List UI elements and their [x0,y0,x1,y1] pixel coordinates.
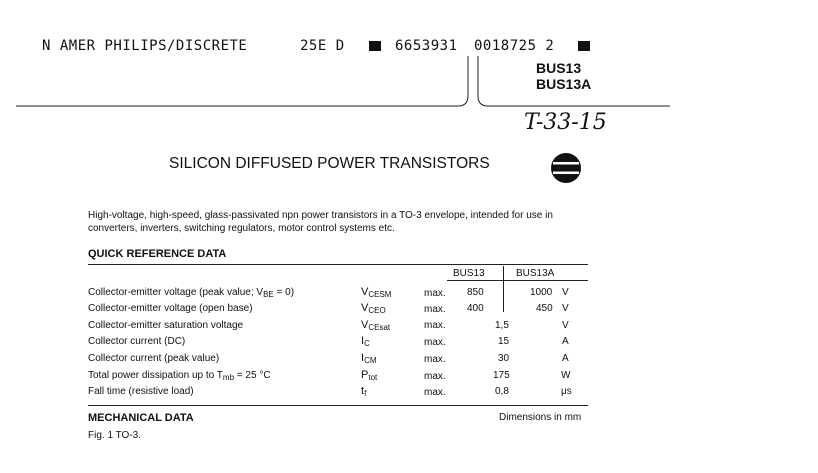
table-row-unit: W [561,370,571,381]
table-row-unit: A [562,353,569,364]
quick-reference-heading: QUICK REFERENCE DATA [88,248,227,260]
philips-logo-icon [550,152,582,184]
table-row-value: 15 [498,336,510,347]
table-row-qualifier: max. [424,354,446,365]
table-row-unit: V [562,287,569,298]
table-row-symbol: $t_f$ [361,385,367,398]
table-row-qualifier: max. [424,337,446,348]
header-number-1: 6653931 [395,38,458,54]
table-row-symbol: $I_{CM}$ [361,352,377,365]
section-rule [88,405,588,406]
table-row-symbol: $P_{tot}$ [361,369,378,382]
table-row-qualifier: max. [424,371,446,382]
table-row-qualifier: max. [424,288,446,299]
model-bus13a: BUS13A [536,76,592,92]
table-row-unit: V [562,303,569,314]
company-name: N AMER PHILIPS/DISCRETE [42,38,248,54]
table-row-qualifier: max. [424,304,446,315]
figure-caption: Fig. 1 TO-3. [88,430,141,441]
column-header-rule [447,280,588,281]
table-row-param: Collector current (peak value) [88,353,220,364]
table-row-param: Total power dissipation up to $T_{mb} = 25$ °C [88,370,271,382]
table-row-param: Collector-emitter voltage (peak value; $V_{BE} = 0$) [88,287,295,299]
table-row-value-bus13a: 450 [536,303,553,314]
header-number-2: 0018725 2 [474,38,555,54]
table-row-param: Fall time (resistive load) [88,386,194,397]
model-bus13: BUS13 [536,60,582,76]
table-row-value: 0,8 [495,386,509,397]
description-text: High-voltage, high-speed, glass-passivated npn power transistors in a TO-3 envelope, intended for use in converters, inverters, switching regulators, motor control systems etc. [88,210,553,234]
mechanical-heading: MECHANICAL DATA [88,412,194,424]
table-row-unit: μs [561,386,572,397]
table-row-value: 1,5 [495,320,509,331]
table-row-unit: V [562,320,569,331]
header-rule-graphic [0,0,818,120]
column-header-bus13a: BUS13A [516,268,555,279]
dimensions-note: Dimensions in mm [499,412,582,423]
table-row-value: 30 [498,353,510,364]
table-row-qualifier: max. [424,320,446,331]
table-row-param: Collector-emitter voltage (open base) [88,303,253,314]
column-divider [503,266,504,312]
table-row-param: Collector current (DC) [88,336,186,347]
table-row-unit: A [562,336,569,347]
table-row-symbol: $V_{CESM}$ [361,286,392,299]
table-row-value-bus13: 850 [467,287,484,298]
table-row-value-bus13: 400 [467,303,484,314]
table-row-symbol: $I_C$ [361,335,370,348]
page-title: SILICON DIFFUSED POWER TRANSISTORS [169,155,490,172]
handwritten-note: T-33-15 [524,110,607,135]
header-code: 25E D [300,38,345,54]
section-rule [88,264,588,265]
table-row-symbol: $V_{CEO}$ [361,302,386,315]
table-row-value: 175 [493,370,510,381]
table-row-symbol: $V_{CEsat}$ [361,319,391,332]
column-header-bus13: BUS13 [453,268,485,279]
table-row-param: Collector-emitter saturation voltage [88,320,244,331]
table-row-value-bus13a: 1000 [530,287,553,298]
table-row-qualifier: max. [424,387,446,398]
